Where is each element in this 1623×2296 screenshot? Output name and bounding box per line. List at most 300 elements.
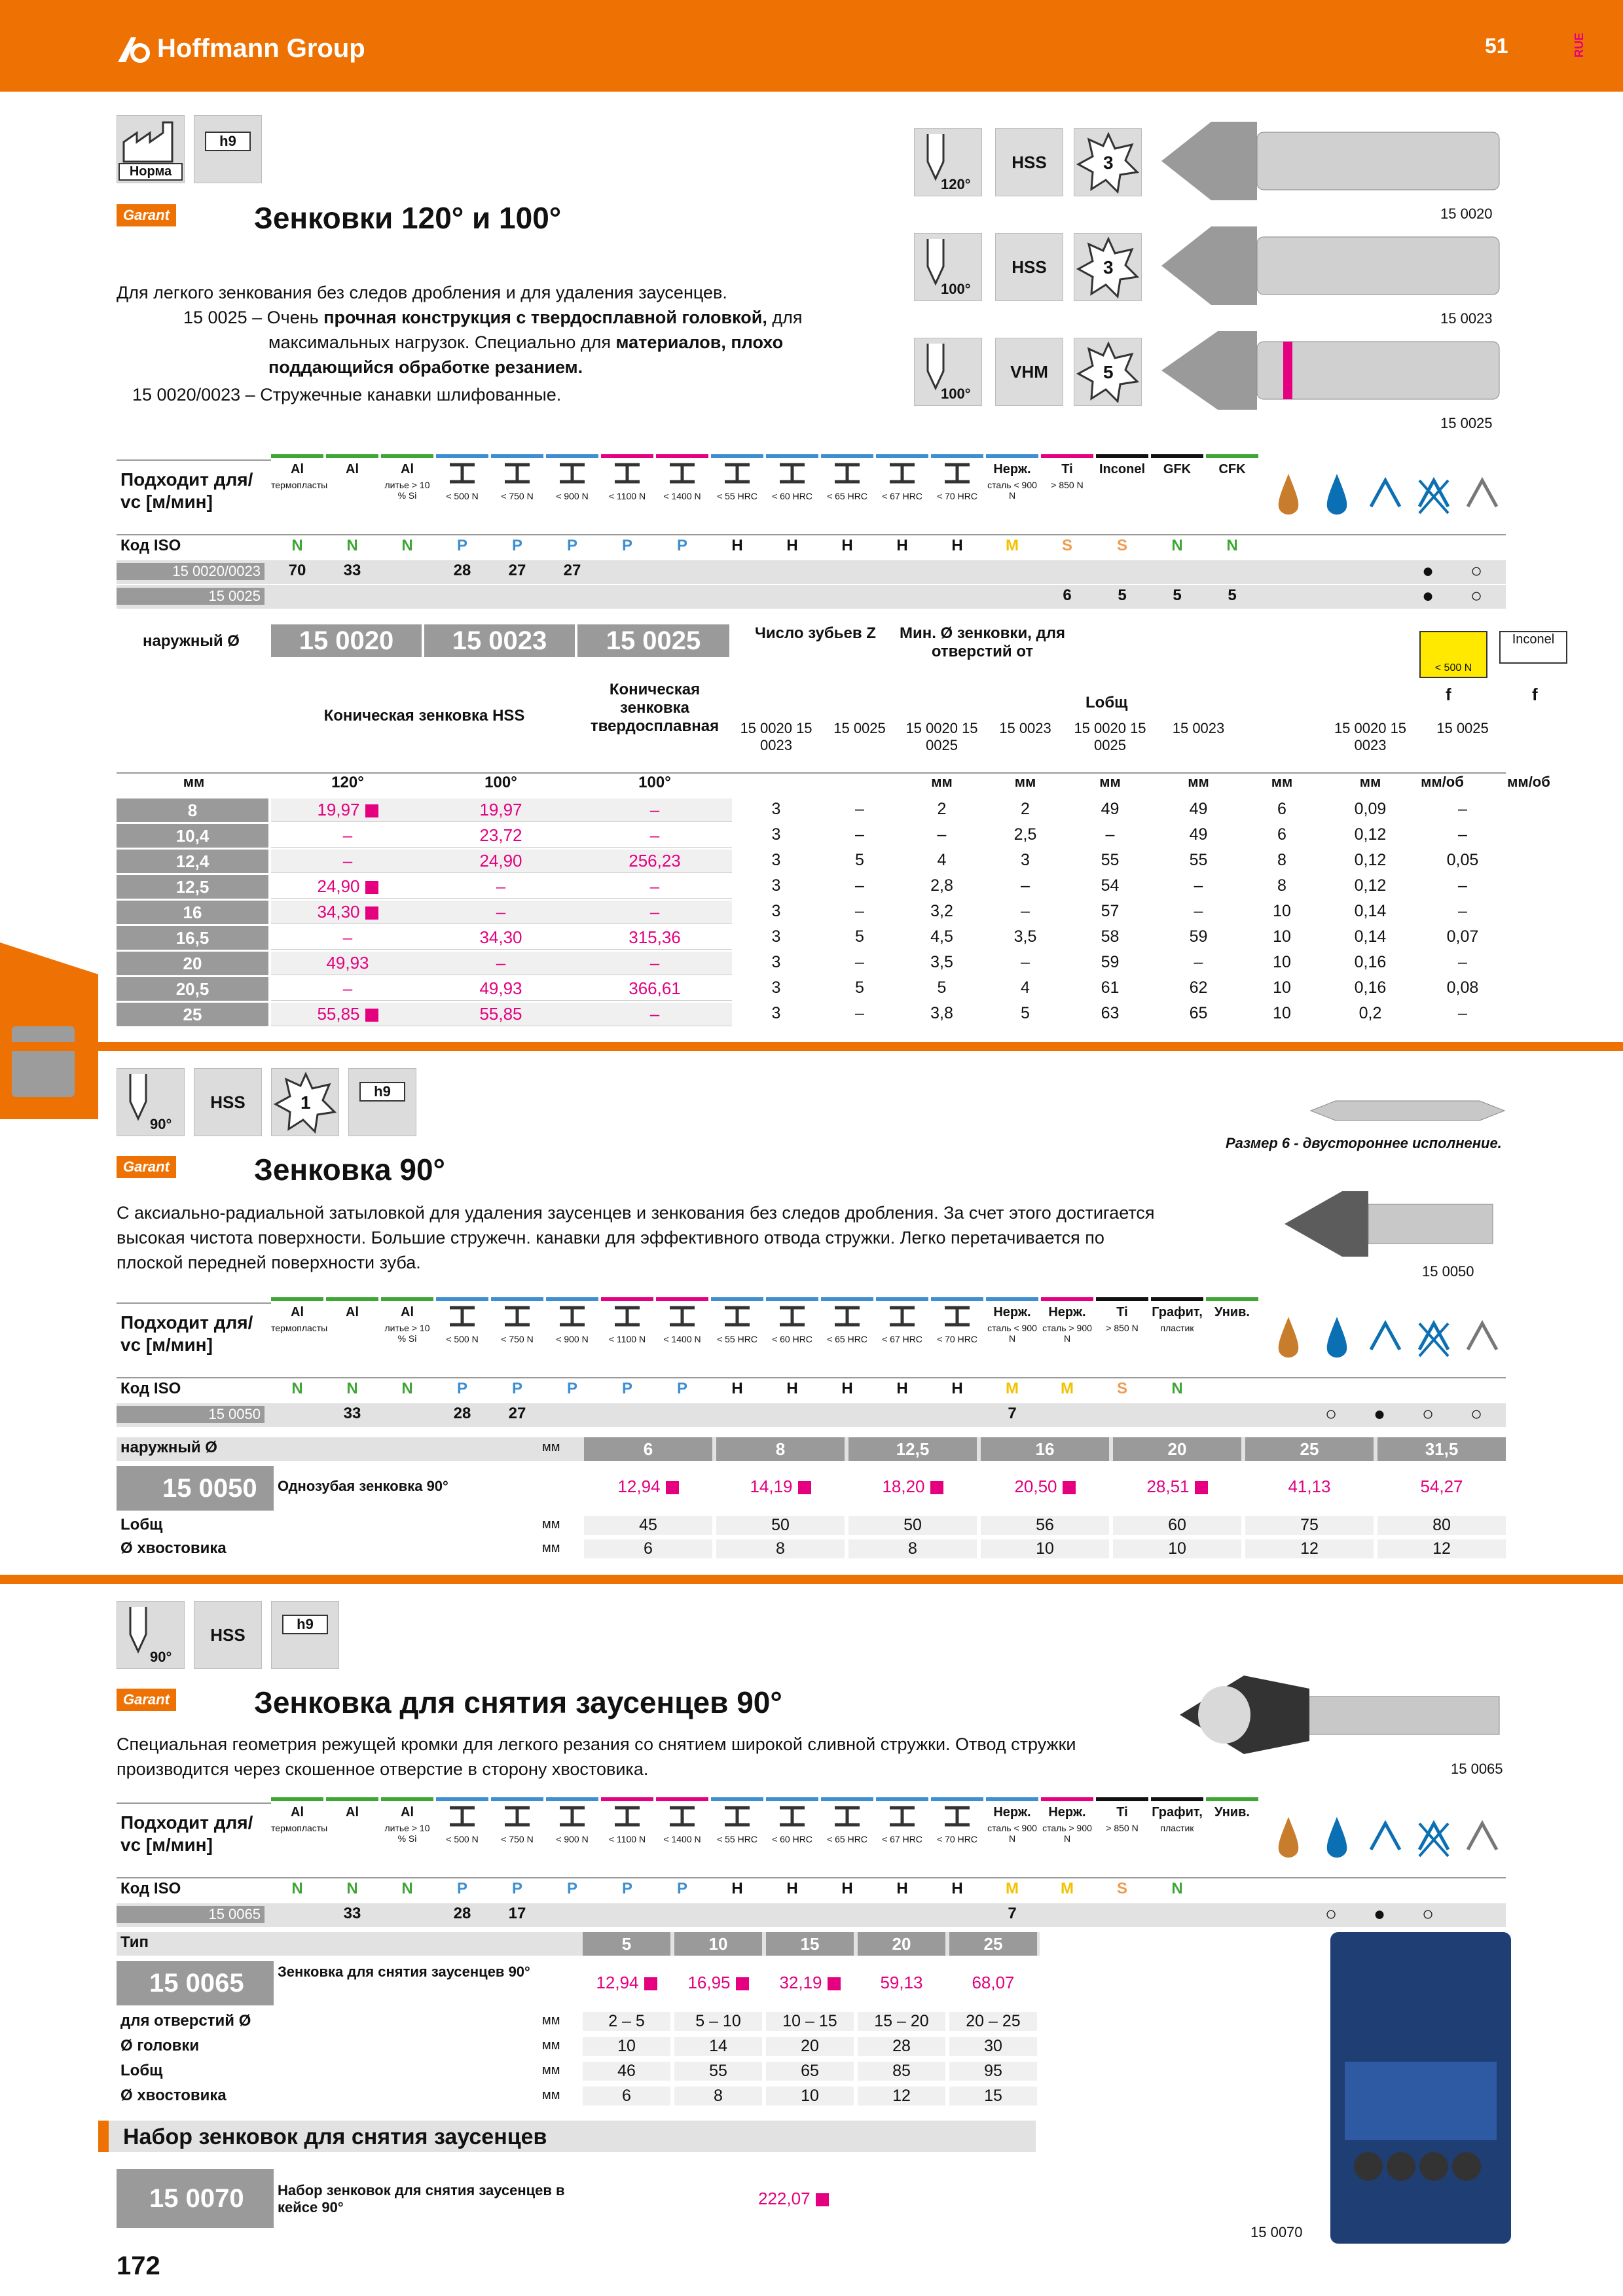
material-sub: < 70 HRC [937,1834,977,1844]
countersink-angle-icon [117,1601,185,1669]
section-description [117,1200,1230,1275]
spec-cell: 2 [1021,800,1030,818]
spec-cell: 14 [674,2037,762,2056]
diameter-cell: 12,4 [117,850,268,873]
mql-icon [1461,1310,1503,1365]
spec-cell: 6 [1277,800,1286,818]
spec-cell: – [855,1004,864,1022]
spec-cell: 10 [1273,953,1291,971]
material-color-bar [766,1797,818,1801]
price-cell [424,1004,577,1024]
material-column [491,462,543,530]
price-cell [424,902,577,922]
material-sub: литье > 10 % Si [384,1323,430,1344]
material-color-bar [436,1797,488,1801]
iso-code: N [1171,537,1183,554]
vc-value: 28 [453,1405,471,1422]
spec-cell: – [1458,825,1467,844]
price: 12,94 [596,1973,639,1992]
material-color-bar [931,1797,983,1801]
spec-cell: 8 [674,2087,762,2106]
price-cell [584,1477,712,1497]
sub-heading: 15 0020 15 0023 [1334,720,1407,753]
page-header [0,0,1623,92]
material-color-bar [876,454,928,458]
material-column [931,1805,983,1873]
material-name: Al [401,1305,414,1319]
price: 34,30 [479,927,522,947]
spec-cell: 56 [981,1516,1109,1535]
iso-label: Код ISO [120,1380,181,1397]
desc-line: высокая чистота поверхности. Большие стружечн. канавки для эффективного отвода стружки. Легко перетачивается по [117,1228,1104,1247]
price-cell [271,800,424,820]
spec-cell: 54 [1101,876,1120,895]
material-column [601,462,653,530]
material-column [1096,462,1148,530]
spec-cell: 10 [1273,927,1291,946]
spec-label: Lобщ [120,2062,163,2079]
oil-drop-icon [1267,1310,1309,1365]
diameter-cell: 10,4 [117,824,268,848]
price-cell [424,876,577,897]
vc-value: 5 [1228,586,1237,604]
vc-value: 7 [1008,1405,1017,1422]
unit-label: мм [542,2013,560,2028]
size-note: Размер 6 - двустороннее исполнение. [1226,1135,1502,1151]
angle-label: 120° [941,176,971,192]
material-name: Al [346,1805,359,1820]
product-code-header [424,624,575,657]
note-bold: материалов, плохо [615,332,784,352]
unit-label: мм [1099,774,1121,790]
teeth-heading: Число зубьев Z [755,624,876,642]
price: – [649,876,660,896]
spec-cell: 3,5 [1013,927,1037,946]
material-name: Унив. [1214,1305,1250,1319]
material-sub: < 1100 N [608,1334,646,1344]
price-cell [271,978,424,999]
double-end-tool-image [1309,1094,1506,1127]
size-header: 15 [766,1932,854,1956]
price: 20,50 [1014,1477,1057,1496]
product-code-header [271,624,422,657]
angle-label: 100° [941,281,971,297]
iso-code: N [401,537,413,554]
material-color-bar [436,454,488,458]
stock-marker [816,2193,829,2206]
coolant-mark: ○ [1470,585,1483,607]
material-sub: термопласты [271,1823,328,1833]
material-sub: < 1100 N [608,491,646,501]
spec-cell: 49 [1101,800,1120,818]
stock-marker [1195,1481,1208,1494]
spec-cell: 0,09 [1354,800,1387,818]
spec-cell: 3 [771,800,781,818]
iso-code: N [291,1380,303,1397]
price-cell [577,800,732,820]
angle-label: 100° [941,386,971,402]
product-code-header [117,1961,274,2005]
spec-cell: 10 [1273,902,1291,920]
emulsion-drop-icon [1316,1810,1358,1865]
type-label: Тип [120,1933,149,1951]
spec-cell: 3 [771,978,781,997]
vc-value: 17 [508,1905,526,1922]
iso-code: N [401,1880,413,1897]
size-header: 10 [674,1932,762,1956]
size-header: 6 [584,1437,712,1461]
product-code-header [577,624,729,657]
angle-heading: 120° [331,774,364,791]
countersink-tool-image [1159,115,1506,207]
iso-code: H [896,1380,908,1397]
spray-icon [1364,467,1406,522]
stock-marker [798,1481,811,1494]
material-color-bar [381,1297,433,1301]
oil-drop-icon [1267,467,1309,522]
price: – [649,825,660,845]
spec-cell: 85 [858,2062,945,2081]
spec-cell: 4,5 [930,927,953,946]
vc-code: 15 0025 [117,588,264,605]
spec-cell: 10 [1273,978,1291,997]
spec-cell: 0,14 [1354,902,1387,920]
product-name: Зенковка для снятия заусенцев 90° [278,1964,530,1980]
material-column [326,462,378,530]
iso-code: P [566,1380,577,1397]
iso-code: P [511,1880,522,1897]
iso-code: N [346,1380,358,1397]
material-column [326,1305,378,1373]
iso-code: P [621,1380,632,1397]
spec-cell: – [1194,876,1203,895]
length-heading: Lобщ [1085,694,1128,711]
sub-heading: 15 0020 15 0023 [740,720,812,753]
spec-cell: 5 [937,978,947,997]
price: 68,07 [972,1973,1015,1992]
material-sub: сталь < 900 N [987,480,1037,501]
countersink-tool-image [1159,325,1506,416]
material-name: Нерж. [993,1805,1031,1820]
material-color-bar [1151,454,1203,458]
outer-diameter-label: наружный Ø [120,1439,217,1456]
material-sub: < 900 N [556,1834,589,1844]
spec-cell: 3,8 [930,1004,953,1022]
iso-code: H [786,1380,798,1397]
countersink-angle-icon [914,338,982,406]
material-column [1206,1805,1258,1873]
iso-code: M [1006,1880,1019,1897]
price-cell [577,902,732,922]
material-column [1041,1305,1093,1373]
iso-code: P [676,537,687,554]
size-header: 20 [858,1932,945,1956]
price-cell [424,927,577,948]
material-color-bar [656,454,708,458]
vc-value: 27 [563,562,581,579]
material-color-bar [271,1297,323,1301]
spec-cell: 61 [1101,978,1120,997]
price-cell [949,1973,1037,1993]
iso-code: N [1171,1880,1183,1897]
material-name: Al [291,462,304,476]
price-cell [577,825,732,846]
vhm-heading: Коническая зенковка твердосплавная [590,681,720,735]
material-name: Нерж. [1048,1805,1086,1820]
spec-cell: 3 [771,876,781,895]
spec-cell: 49 [1189,825,1208,844]
material-steel-icon: < 500 N [1419,631,1487,678]
material-column [601,1805,653,1873]
material-color-bar [1151,1797,1203,1801]
material-icon: HSS [194,1068,262,1136]
norm-label: Норма [119,163,183,181]
language-code: RUE [1573,33,1586,58]
note-150020 [132,382,561,407]
price-cell [271,902,424,922]
price: 19,97 [479,800,522,819]
price-cell [424,978,577,999]
spec-label: Ø хвостовика [120,2087,227,2104]
price-cell [858,1973,945,1993]
vc-value: 28 [453,1905,471,1922]
price: – [649,800,660,819]
stock-marker [365,881,378,894]
product-code: 15 0065 [149,1969,244,1998]
spec-cell: 2 [937,800,947,818]
material-color-bar [271,1797,323,1801]
brand-logo [117,34,365,63]
material-sub: < 67 HRC [882,1334,922,1344]
spec-cell: 5 [855,927,864,946]
price: – [342,927,353,947]
price: 54,27 [1420,1477,1463,1496]
diameter-cell: 12,5 [117,875,268,899]
spec-cell: 3 [771,1004,781,1022]
coolant-mark: ○ [1422,1403,1434,1425]
price: – [496,876,506,896]
sub-heading: 15 0020 15 0025 [1074,720,1146,753]
material-color-bar [271,454,323,458]
spec-cell: 10 [583,2037,670,2056]
unit-label: мм [542,2088,560,2102]
material-column [1151,462,1203,530]
vc-row [117,1903,1506,1927]
spec-cell: 62 [1189,978,1208,997]
price-cell [577,1004,732,1024]
price-cell [577,927,732,948]
material-name: Al [291,1305,304,1319]
material-color-bar [326,1797,378,1801]
material-name: Нерж. [1048,1305,1086,1319]
outer-diameter-label: наружный Ø [143,632,240,650]
price: 256,23 [629,851,681,870]
desc-line: производится через скошенное отверстие в сторону хвостовика. [117,1759,649,1779]
iso-code: P [566,537,577,554]
material-name: Ti [1116,1805,1128,1820]
coolant-mark: ● [1422,585,1434,607]
material-sub: < 55 HRC [717,491,757,501]
countersink-90-image [1283,1178,1499,1263]
product-code: 15 0050 [1422,1263,1474,1280]
material-sub: < 1400 N [663,1834,701,1844]
coolant-mark: ● [1374,1403,1386,1425]
material-sub: < 500 N [446,1334,479,1344]
spec-cell: 3 [1021,851,1030,869]
material-sub: < 65 HRC [827,1834,867,1844]
price-cell [583,1973,670,1993]
price: 315,36 [629,927,681,947]
material-sub: < 1400 N [663,1334,701,1344]
price-cell [766,1973,854,1993]
iso-code: P [676,1880,687,1897]
price-cell [424,851,577,871]
material-column [436,462,488,530]
material-icon: HSS [194,1601,262,1669]
material-column [1096,1805,1148,1873]
iso-code: S [1116,537,1127,554]
material-color-bar [1096,454,1148,458]
material-column [656,1305,708,1373]
vc-code: 15 0050 [117,1406,264,1423]
spec-cell: 4 [937,851,947,869]
note-bold: поддающийся обработке резанием. [268,357,583,377]
material-column [491,1805,543,1873]
product-code: 15 0070 [1250,2224,1303,2240]
iso-code: P [511,537,522,554]
iso-code: S [1061,537,1072,554]
material-column [986,1305,1038,1373]
material-color-bar [491,1797,543,1801]
product-code: 15 0023 [1440,310,1493,327]
material-name: Al [346,462,359,476]
unit-label: мм/об [1421,774,1464,790]
size-header: 16 [981,1437,1109,1461]
material-color-bar [1151,1297,1203,1301]
norm-icon [117,115,185,183]
spec-cell: 12 [1245,1539,1374,1558]
vc-code: 15 0065 [117,1906,264,1923]
material-column [1096,1305,1148,1373]
coolant-mark: ○ [1422,1903,1434,1925]
diameter-cell: 25 [117,1003,268,1026]
spec-cell: 5 [855,851,864,869]
size-header: 31,5 [1377,1437,1506,1461]
note-150025 [183,305,864,380]
price-cell [981,1477,1109,1497]
spec-cell: 15 – 20 [858,2012,945,2031]
vc-value: 28 [453,562,471,579]
spec-cell: 6 [583,2087,670,2106]
price: 49,93 [479,978,522,998]
price: – [496,902,506,922]
spec-cell: 57 [1101,902,1120,920]
spec-cell: 0,16 [1354,953,1387,971]
sub-heading: 15 0025 [1436,720,1489,736]
teeth-count: 3 [1103,152,1114,173]
material-column [986,1805,1038,1873]
iso-code: H [841,537,853,554]
vc-value: 33 [343,562,361,579]
material-color-bar [381,1797,433,1801]
price: 49,93 [326,953,369,973]
material-color-bar [601,1297,653,1301]
price-cell [424,825,577,846]
spec-cell: 59 [1189,927,1208,946]
spec-cell: 55 [674,2062,762,2081]
spec-cell: 12 [1377,1539,1506,1558]
material-column [766,462,818,530]
countersink-angle-icon [914,233,982,301]
material-column [931,462,983,530]
spec-cell: – [855,825,864,844]
material-column [1041,1805,1093,1873]
material-column [986,462,1038,530]
teeth-count: 5 [1103,362,1114,382]
vc-value: 70 [288,562,306,579]
price: 222,07 [758,2189,811,2208]
material-column [381,1805,433,1873]
teeth-count-icon [1074,338,1142,406]
spec-cell: 2,5 [1013,825,1037,844]
sub-heading: 15 0025 [833,720,886,736]
spec-cell: 8 [848,1539,977,1558]
tolerance-icon [271,1601,339,1669]
material-sub: < 1100 N [608,1834,646,1844]
material-column [711,462,763,530]
stock-marker [1063,1481,1076,1494]
sub-heading: 15 0023 [1172,720,1225,736]
spec-cell: 65 [1189,1004,1208,1022]
stock-marker [666,1481,679,1494]
vc-value: 5 [1173,586,1182,604]
product-code: 15 0020 [1440,206,1493,222]
price: – [649,1004,660,1024]
material-color-bar [986,1297,1038,1301]
iso-code: N [291,537,303,554]
note-code: 15 0025 – [183,308,263,327]
product-name: Набор зенковок для снятия заусенцев в кейсе 90° [278,2182,565,2215]
iso-label: Код ISO [120,537,181,554]
footer-page-number: 172 [117,2251,160,2280]
garant-badge: Garant [117,1689,176,1711]
material-color-bar [546,1297,598,1301]
diameter-cell: 20 [117,952,268,975]
material-color-bar [326,1297,378,1301]
price-cell [271,876,424,897]
spec-label: для отверстий Ø [120,2012,251,2030]
angle-heading: 100° [484,774,517,791]
unit-label: мм [183,774,205,790]
price: 41,13 [1288,1477,1331,1496]
price: 16,95 [687,1973,731,1992]
price-cell [424,953,577,973]
iso-code: P [566,1880,577,1897]
vc-code: 15 0020/0023 [117,563,264,580]
spec-cell: 0,12 [1354,825,1387,844]
material-column [821,1805,873,1873]
material-sub: < 500 N [446,491,479,501]
material-color-bar [656,1297,708,1301]
material-column [876,1305,928,1373]
tolerance-label: h9 [282,1615,328,1634]
spec-cell: 6 [584,1539,712,1558]
material-column [601,1305,653,1373]
stock-marker [365,906,378,920]
spray-icon [1364,1310,1406,1365]
unit-label: мм [931,774,953,790]
material-color-bar [1041,454,1093,458]
